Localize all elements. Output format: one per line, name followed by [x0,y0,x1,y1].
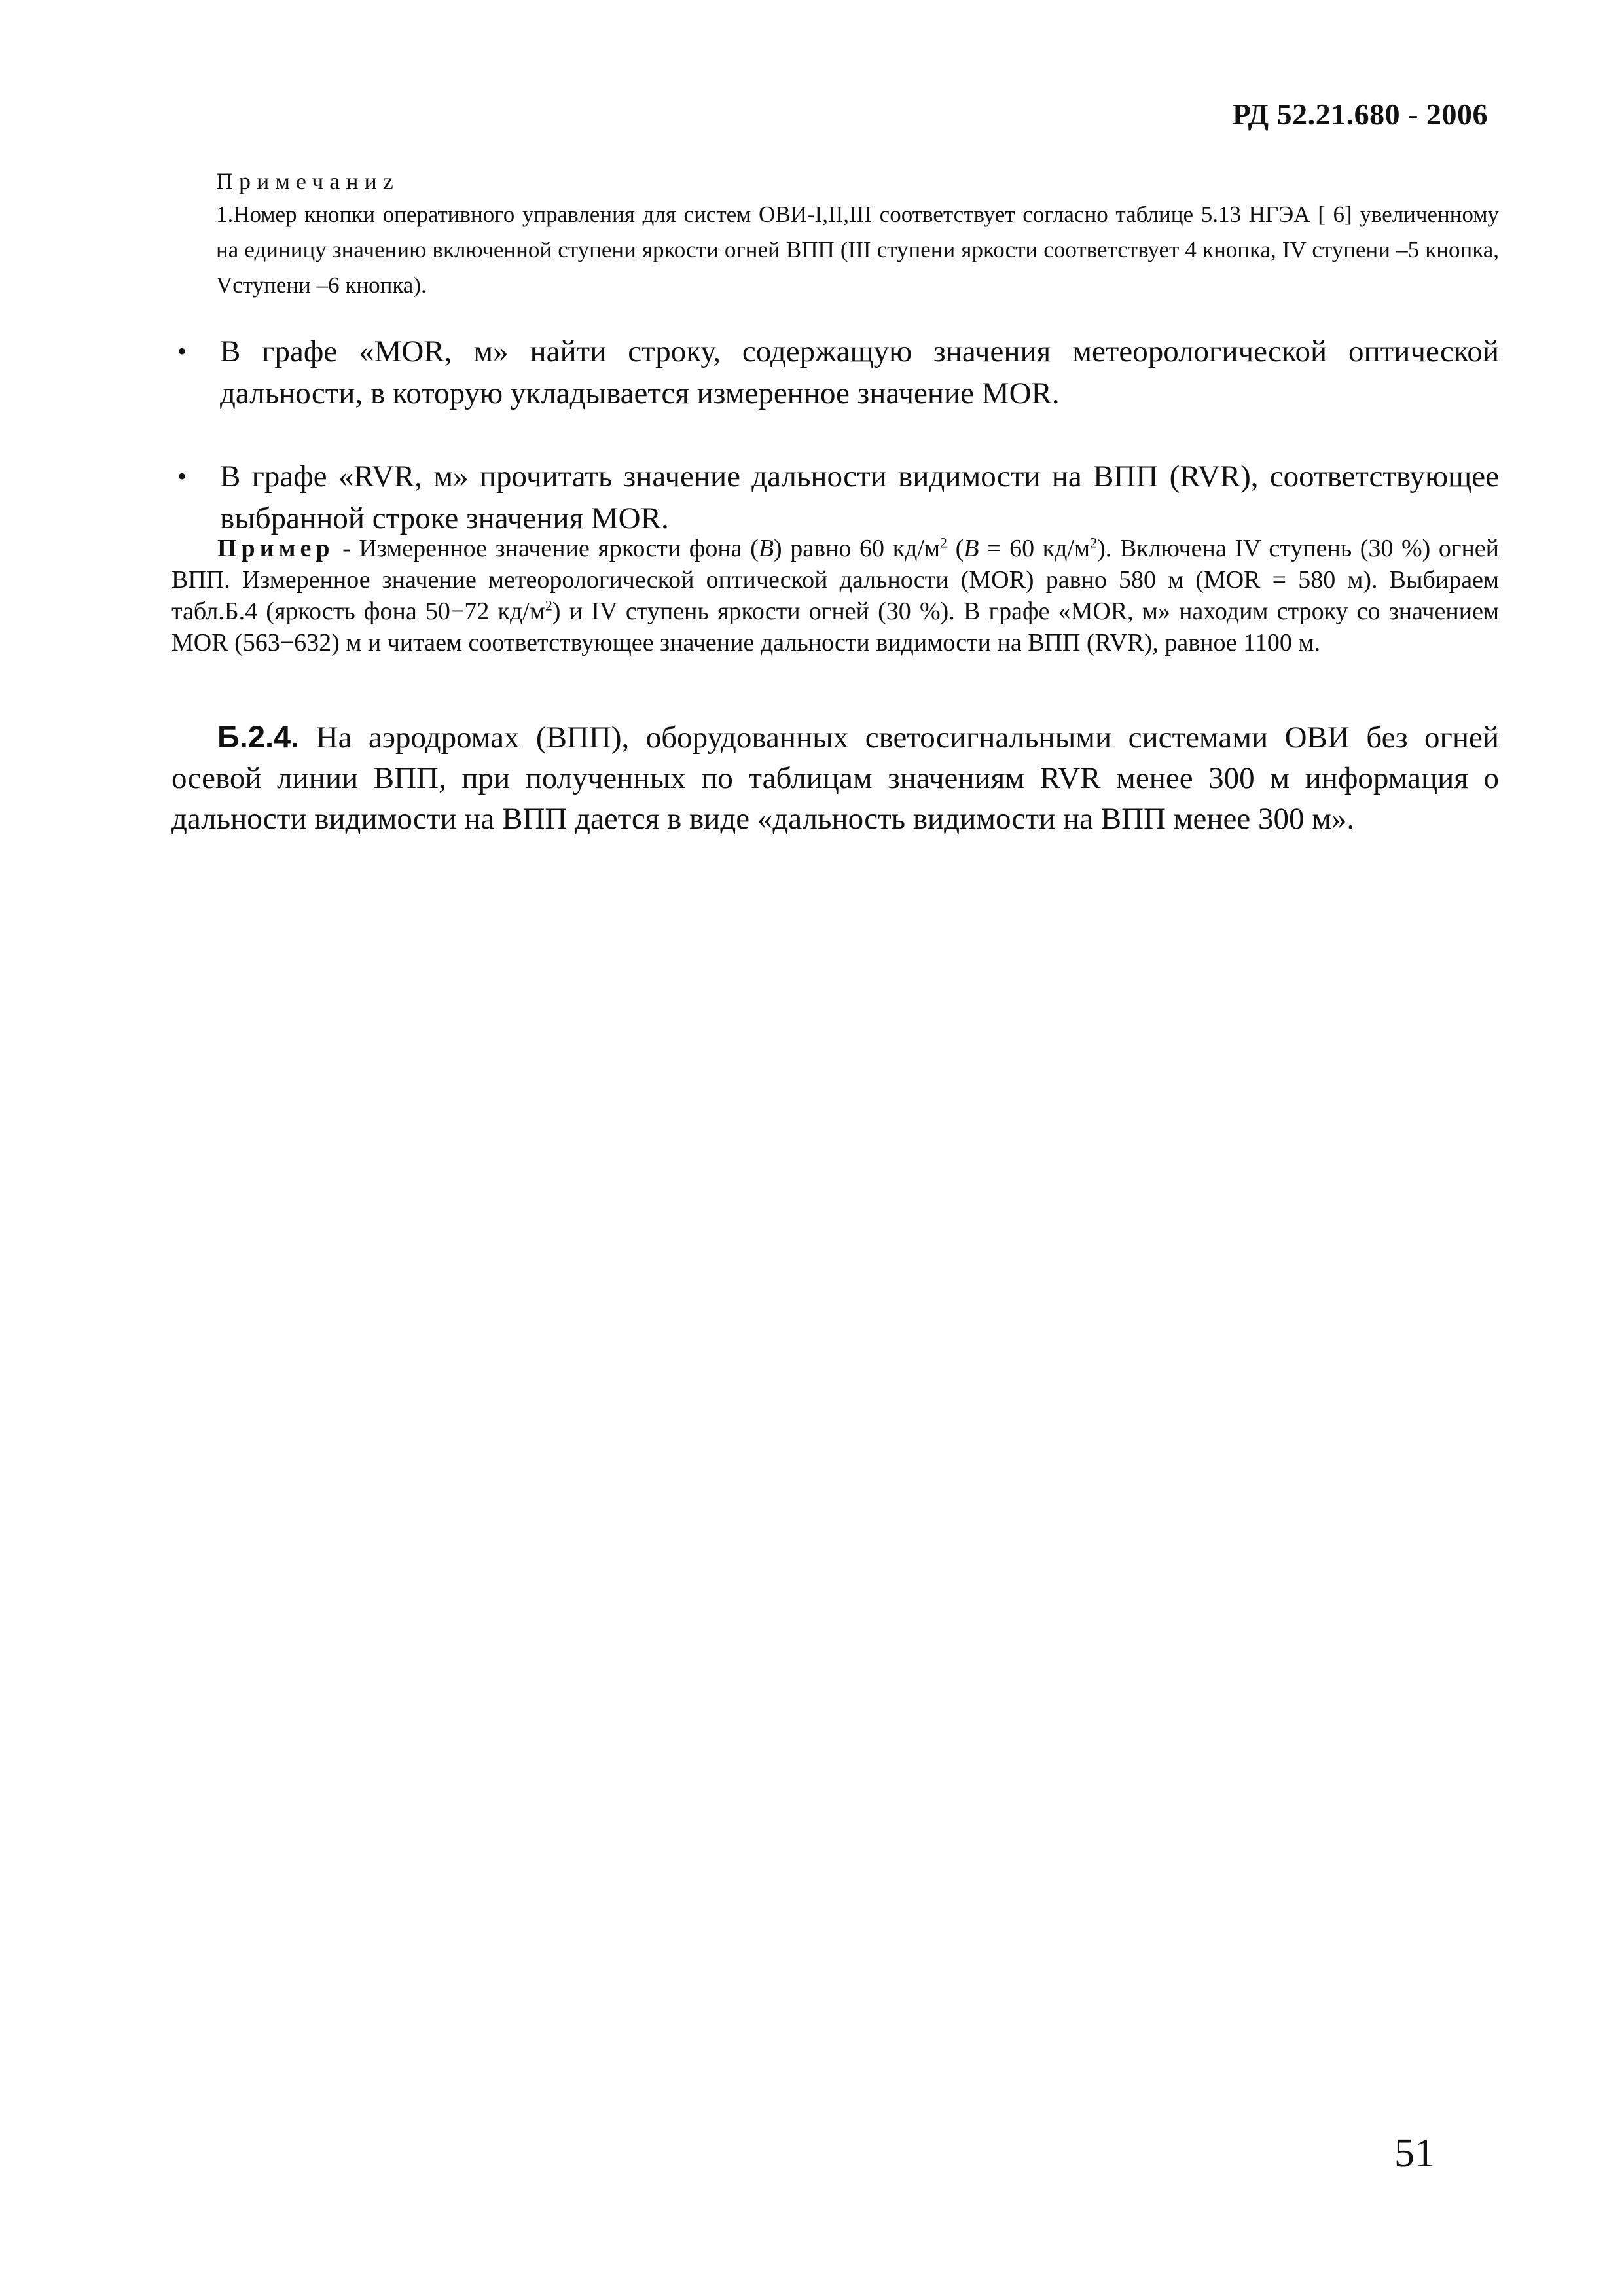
example-text-1: - Измеренное значение яркости фона ( [334,535,759,562]
bullet-marker: • [177,336,187,366]
example-var-b: B [758,535,774,562]
note-text: 1.Номер кнопки оперативного управления для систем ОВИ-I,II,III соответствует согласно таблице 5.13 НГЭА [ 6] увеличенному на единицу значению включенной ступени яркости огней ВПП (III ступени яркости соответствует 4 кнопка, IV ступени –5 кнопка, Vступени –6 кнопка). [216,202,1499,298]
example-paragraph [171,533,1499,658]
example-var-b: B [964,535,979,562]
example-text-3: ( [947,535,964,562]
example-lead: Пример [217,535,334,562]
bullet-marker: • [177,461,187,491]
example-text-5: ). Включена IV ступень (30 %) огней ВПП. Измеренное значение метеорологической оптической дальности (MOR) равно 580 м (MOR = 580 м). Выбираем табл.Б.4 (яркость фона 50−72 кд/м [171,535,1500,625]
section-text: На аэродромах (ВПП), оборудованных светосигнальными системами ОВИ без огней осевой линии ВПП, при полученных по таблицам значениям RVR менее 300 м информация о дальности видимости на ВПП дается в виде «дальность видимости на ВПП менее 300 м». [171,721,1499,836]
note-block [216,167,1499,303]
section-number: Б.2.4. [217,719,300,754]
superscript: 2 [940,534,948,551]
superscript: 2 [1090,534,1098,551]
list-item-text: В графе «MOR, м» найти строку, содержащую значения метеорологической оптической дальности, в которую укладывается измеренное значение MOR. [220,334,1499,410]
example-text-6: ) и IV ступень яркости огней (30 %). В графе «MOR, м» находим строку со значением MOR (563−632) м и читаем соответствующее значение дальности видимости на ВПП (RVR), равное 1100 м. [171,598,1499,656]
example-text-4: = 60 кд/м [979,535,1091,562]
list-item-text: В графе «RVR, м» прочитать значение дальности видимости на ВПП (RVR), соответствующее выбранной строке значения MOR. [220,459,1499,535]
note-title: Примечаниz [216,168,399,194]
list-item [169,331,1499,414]
superscript: 2 [545,597,552,614]
document-id: РД 52.21.680 - 2006 [1232,98,1488,131]
list-item [169,456,1499,539]
section-b24 [171,717,1499,839]
example-text-2: ) равно 60 кд/м [774,535,941,562]
page-number: 51 [1394,2131,1435,2176]
